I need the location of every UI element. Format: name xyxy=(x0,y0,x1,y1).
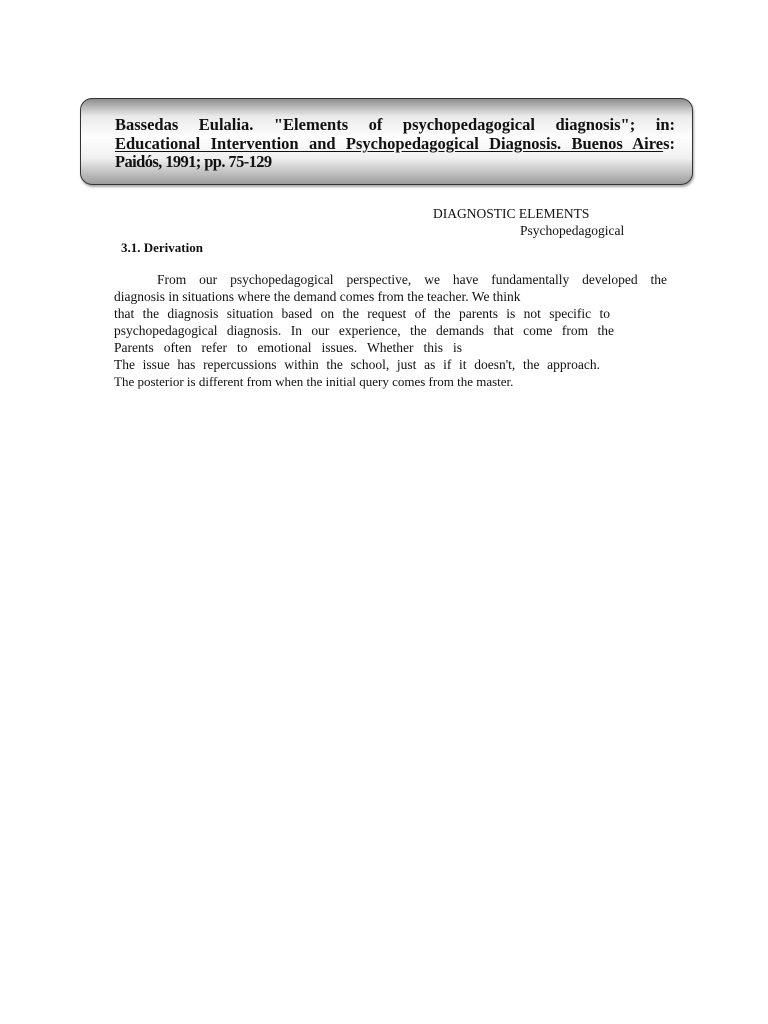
paragraph-line-1: From our psychopedagogical perspective, we have fundamentally developed the xyxy=(157,272,667,287)
paragraph-line-4: psychopedagogical diagnosis. In our experience, the demands that come from the xyxy=(114,323,614,338)
paragraph-line-6: The issue has repercussions within the school, just as if it doesn't, the approach. xyxy=(114,357,600,372)
citation-line-2 xyxy=(115,134,675,154)
citation-line-3: Paidós, 1991; pp. 75-129 xyxy=(115,152,272,171)
citation-book-title: Educational Intervention and Psychopedagogical Diagnosis. Buenos Aire xyxy=(115,134,664,153)
citation-line-2-tail: s: xyxy=(663,134,675,153)
paragraph-line-3: that the diagnosis situation based on the request of the parents is not specific to xyxy=(114,306,610,321)
paragraph-line-2: diagnosis in situations where the demand comes from the teacher. We think xyxy=(114,289,521,304)
citation-line-1: Bassedas Eulalia. "Elements of psychopedagogical diagnosis"; in: xyxy=(115,115,675,134)
section-title: 3.1. Derivation xyxy=(121,240,203,255)
paragraph-line-5: Parents often refer to emotional issues. Whether this is xyxy=(114,340,462,355)
heading-psychopedagogical: Psychopedagogical xyxy=(520,223,625,238)
heading-diagnostic-elements: DIAGNOSTIC ELEMENTS xyxy=(433,206,590,221)
paragraph-line-7: The posterior is different from when the initial query comes from the master. xyxy=(114,374,514,389)
citation-box xyxy=(80,98,693,185)
